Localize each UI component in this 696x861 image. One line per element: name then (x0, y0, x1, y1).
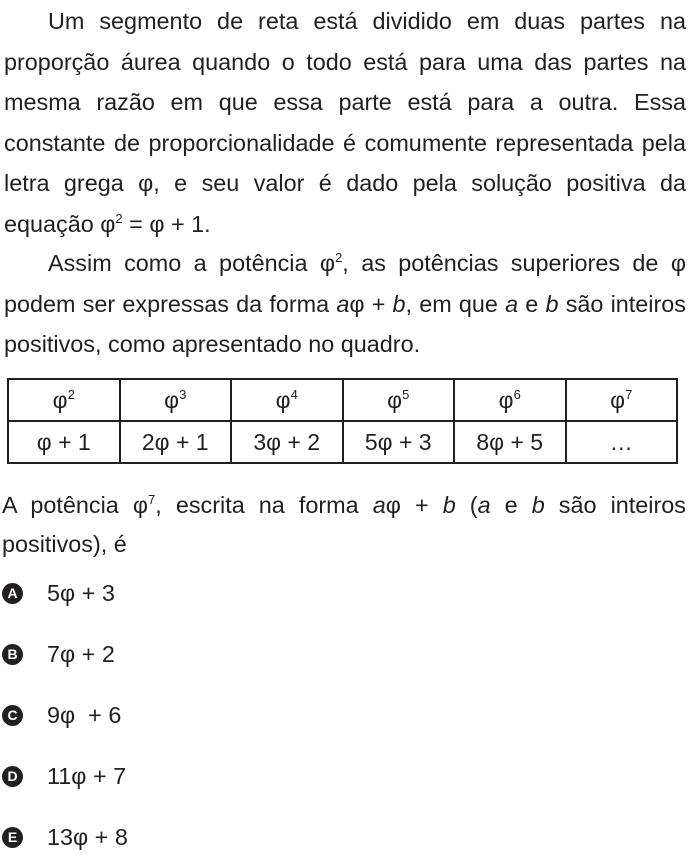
powers-text-5: são inteiros positivos, como apresentado no quadro. (4, 290, 686, 358)
intro-equation-tail: = φ + 1. (122, 210, 211, 237)
option-e-badge: E (2, 827, 23, 848)
table-header-cell: $\varphi^3$ (120, 379, 232, 421)
option-d-text: 11φ + 7 (47, 762, 127, 789)
powers-table (7, 378, 678, 464)
form-var-a: a (336, 290, 350, 317)
option-d-badge: D (2, 766, 23, 787)
table-header-cell: $\varphi^5$ (343, 379, 455, 421)
table-value-cell: 3φ + 2 (231, 421, 343, 463)
option-b-text: 7φ + 2 (47, 640, 115, 667)
table-header-cell: $\varphi^6$ (454, 379, 566, 421)
var-a: a (505, 290, 519, 317)
form-var-b: b (392, 290, 406, 317)
table-header-cell: $\varphi^7$ (566, 379, 678, 421)
powers-exponent: 2 (335, 250, 343, 265)
powers-text-4: e (518, 290, 546, 317)
question-stem: A potência $\varphi^7$, escrita na forma aφ + b (a e b são inteiros positivos), é (2, 492, 686, 557)
table-value-cell: … (566, 421, 678, 463)
option-c[interactable] (2, 700, 121, 730)
table-value-cell: φ + 1 (8, 421, 120, 463)
option-c-text: 9φ + 6 (47, 701, 122, 728)
table-value-cell: 2φ + 1 (120, 421, 232, 463)
powers-text-2: , as potências superiores de φ podem ser expressas da forma (4, 250, 686, 317)
option-a-badge: A (2, 583, 23, 604)
var-b: b (545, 290, 559, 317)
form-middle: φ + (349, 290, 393, 317)
powers-text-1: Assim como a potência φ (48, 250, 336, 276)
table-value-cell: 8φ + 5 (454, 421, 566, 463)
option-b[interactable] (2, 639, 115, 669)
table-header-row (8, 379, 677, 421)
table-header-cell: $\varphi^4$ (231, 379, 343, 421)
option-e-text: 13φ + 8 (47, 823, 128, 850)
option-d[interactable] (2, 761, 126, 791)
option-a-text: 5φ + 3 (47, 579, 115, 606)
powers-text-3: , em que (405, 290, 506, 317)
table-value-row (8, 421, 677, 463)
question-exponent: 7 (148, 492, 156, 507)
option-e[interactable] (2, 822, 128, 852)
option-b-badge: B (2, 644, 23, 665)
intro-text: Um segmento de reta está dividido em duas partes na proporção áurea quando o todo está para uma das partes na mesma razão em que essa parte está para a outra. Essa constante de proporcionalidade é comumente representada pela letra grega φ, e seu valor é dado pela solução positiva da equação φ (4, 8, 686, 237)
intro-exponent: 2 (115, 210, 123, 226)
powers-paragraph (4, 243, 686, 365)
option-c-badge: C (2, 705, 23, 726)
intro-paragraph (4, 1, 686, 245)
table-value-cell: 5φ + 3 (343, 421, 455, 463)
table-header-cell: $\varphi^2$ (8, 379, 120, 421)
option-a[interactable] (2, 578, 115, 608)
